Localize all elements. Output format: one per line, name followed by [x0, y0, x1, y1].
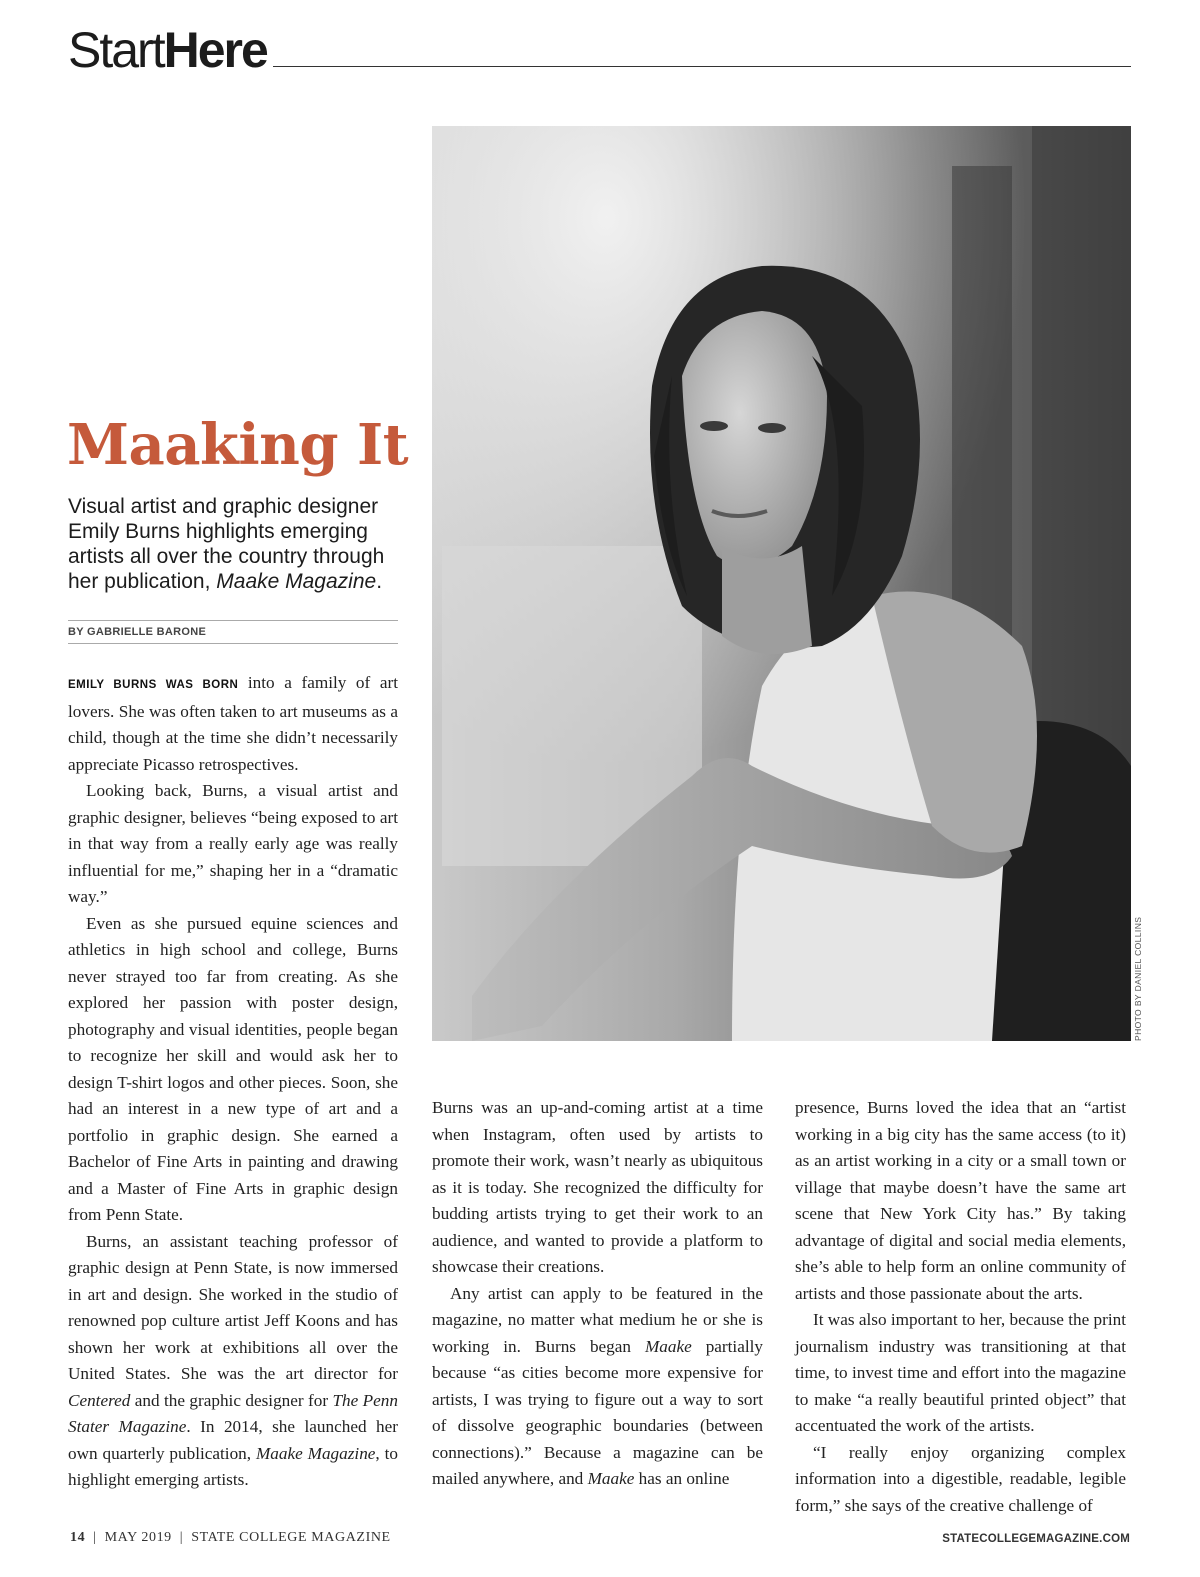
paragraph-7: It was also important to her, because the print journalism industry was transitioning at that time, to invest time and effort into the magazine to make “a really beautiful printed object” that accentuated the work of the artists. [795, 1310, 1126, 1435]
paragraph-4 [68, 1229, 398, 1494]
publication-name: STATE COLLEGE MAGAZINE [191, 1530, 391, 1545]
paragraph-6-continued: presence, Burns loved the idea that an “artist working in a big city has the same access (to it) as an artist working in a city or a small town or village that maybe doesn’t have the same art scene that New York City has.” By taking advantage of digital and social media elements, she’s able to help form an online community of artists and those passionate about the arts. [795, 1098, 1126, 1303]
page-number: 14 [70, 1530, 86, 1545]
section-header-bold: Here [163, 22, 267, 78]
paragraph-8: “I really enjoy organizing complex information into a digestible, readable, legible form,” she says of the creative challenge of [795, 1442, 1126, 1515]
body-column-1 [68, 670, 398, 1494]
byline: BY GABRIELLE BARONE [68, 626, 207, 638]
footer-folio [70, 1530, 391, 1546]
paragraph-5-text: Burns was an up-and-coming artist at a time when Instagram, often used by artists to promote their work, wasn’t nearly as ubiquitous as it is today. She recognized the difficulty for budding artists trying to get their work to an audience, and wanted to provide a platform to showcase their creations. [432, 1098, 763, 1276]
paragraph-4-italic-1: Centered [68, 1390, 131, 1410]
paragraph-1 [68, 670, 398, 778]
section-header [68, 22, 267, 78]
body-column-2 [432, 1095, 763, 1493]
article-dek [68, 494, 408, 594]
paragraph-4-italic-2: The Penn Stater Magazine [68, 1390, 398, 1436]
paragraph-2: Looking back, Burns, a visual artist and graphic designer, believes “being exposed to art in that way from a really early age was really influential for me,” shaping her in a “dramatic way.” [68, 781, 398, 906]
issue-date: MAY 2019 [104, 1530, 172, 1545]
website-url: STATECOLLEGEMAGAZINE.COM [942, 1533, 1130, 1545]
section-header-light: Start [68, 22, 164, 78]
body-column-3 [795, 1095, 1126, 1519]
lead-in: EMILY BURNS WAS BORN [68, 679, 239, 691]
photo-credit: PHOTO BY DANIEL COLLINS [1133, 916, 1143, 1041]
paragraph-6: Any artist can apply to be featured in the magazine, no matter what medium he or she is working in. Burns began Maake partially because “as cities become more expensive for artists, I was trying to figure out a way to sort of dissolve geographic boundaries (between connections).” Because a magazine can be mailed anywhere, and Maake has an online [432, 1283, 763, 1488]
dek-italic: Maake Magazine [216, 570, 377, 593]
footer-divider-2: | [179, 1530, 184, 1545]
portrait-photo [432, 126, 1131, 1041]
paragraph-5-continued [432, 1095, 763, 1281]
paragraph-3: Even as she pursued equine sciences and athletics in high school and college, Burns never strayed too far from creating. As she explored her passion with poster design, photography and visual identities, people began to recognize her skill and would ask her to design T-shirt logos and other pieces. Soon, she had an interest in a new type of art and a portfolio in graphic design. She earned a Bachelor of Fine Arts in painting and drawing and a Master of Fine Arts in graphic design from Penn State. [68, 913, 398, 1224]
paragraph-4-text-b: and the graphic designer for [130, 1390, 333, 1410]
dek-end: . [376, 570, 383, 593]
paragraph-4-italic-3: Maake Magazine [255, 1443, 376, 1463]
paragraph-1-text: into a family of art lovers. She was often taken to art museums as a child, though at the time she didn’t necessarily appreciate Picasso retrospectives. [68, 673, 398, 774]
paragraph-4-text-d: , to highlight emerging artists. [68, 1443, 398, 1489]
paragraph-4-text-c: . In 2014, she launched her own quarterly publication, [68, 1417, 398, 1463]
dek-text: Visual artist and graphic designer Emily Burns highlights emerging artists all over the country through her publication, [68, 495, 385, 593]
paragraph-4-text-a: Burns, an assistant teaching professor of graphic design at Penn State, is now immersed in art and design. She worked in the studio of renowned pop culture artist Jeff Koons and has shown her work at exhibitions all over the United States. She was the art director for [68, 1231, 398, 1383]
byline-box [68, 620, 398, 644]
footer-divider-1: | [93, 1530, 97, 1545]
header-rule [273, 66, 1131, 67]
article-title: Maaking It [67, 412, 409, 478]
